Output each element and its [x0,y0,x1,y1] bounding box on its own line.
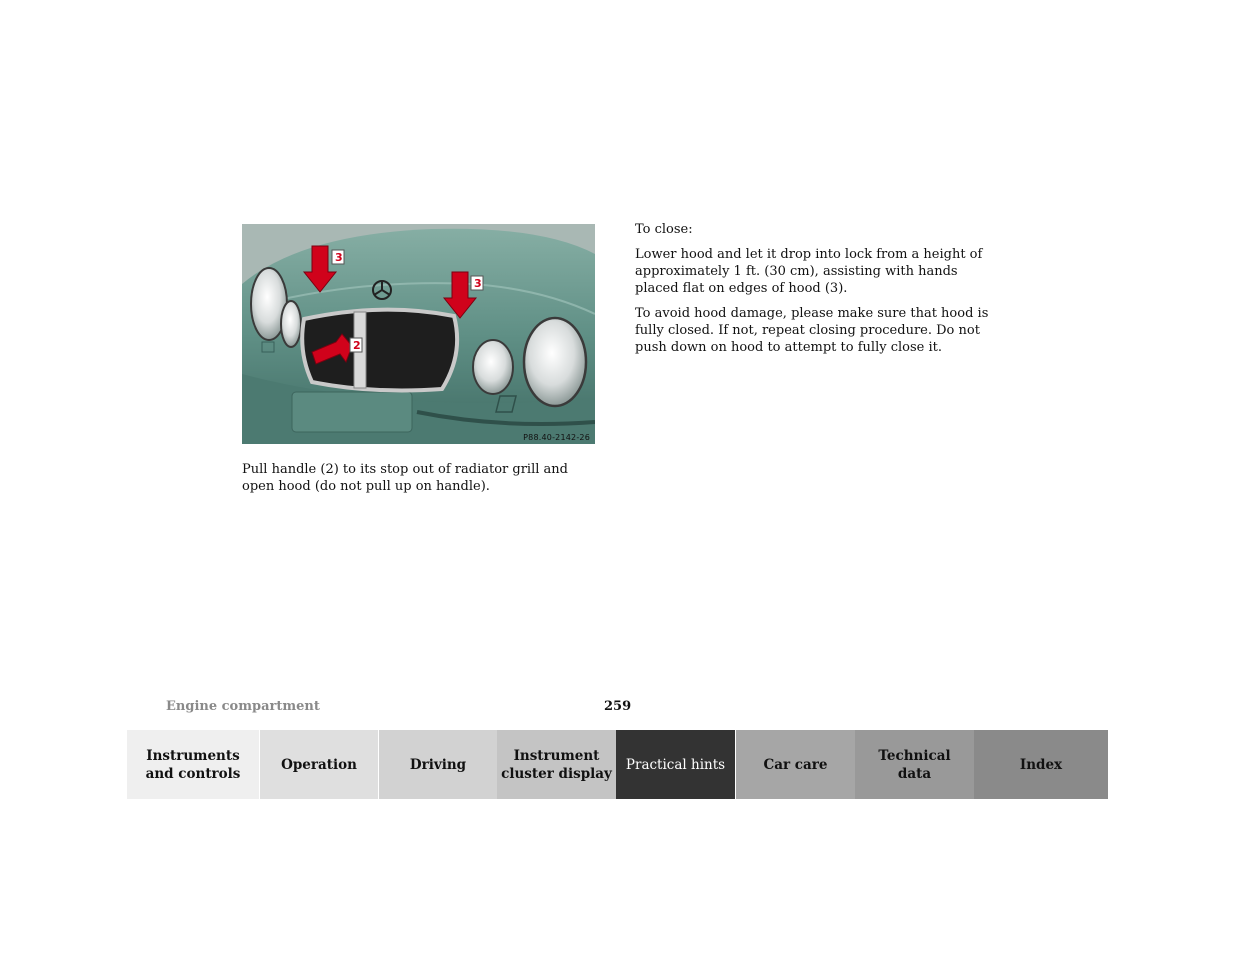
section-title: Engine compartment [166,699,320,714]
callout-3-left: 3 [335,251,343,264]
hood-illustration [242,224,595,444]
callout-3-right: 3 [474,277,482,290]
tab-practical-hints[interactable]: Practical hints [616,730,735,799]
close-paragraph-1: Lower hood and let it drop into lock from a height of approximately 1 ft. (30 cm), assisting with hands placed flat on edges of hood (3). [635,247,983,296]
page-number: 259 [604,699,632,714]
close-heading: To close: [635,222,693,237]
tab-operation[interactable]: Operation [259,730,378,799]
open-hood-instruction: Pull handle (2) to its stop out of radiator grill and open hood (do not pull up on handle). [242,462,568,494]
close-hood-section [635,221,995,364]
close-paragraph-2: To avoid hood damage, please make sure that hood is fully closed. If not, repeat closing procedure. Do not push down on hood to attempt to fully close it. [635,306,989,355]
figure-code: P88.40-2142-26 [523,433,590,442]
tab-technical-data[interactable]: Technical data [855,730,974,799]
tab-index[interactable]: Index [974,730,1108,799]
callout-2: 2 [353,339,361,352]
tab-instrument-cluster-display[interactable]: Instrument cluster display [497,730,616,799]
car-front-drawing [242,224,595,444]
chapter-nav [127,730,1108,799]
tab-driving[interactable]: Driving [378,730,497,799]
tab-instruments-and-controls[interactable]: Instruments and controls [127,730,259,799]
tab-car-care[interactable]: Car care [735,730,855,799]
